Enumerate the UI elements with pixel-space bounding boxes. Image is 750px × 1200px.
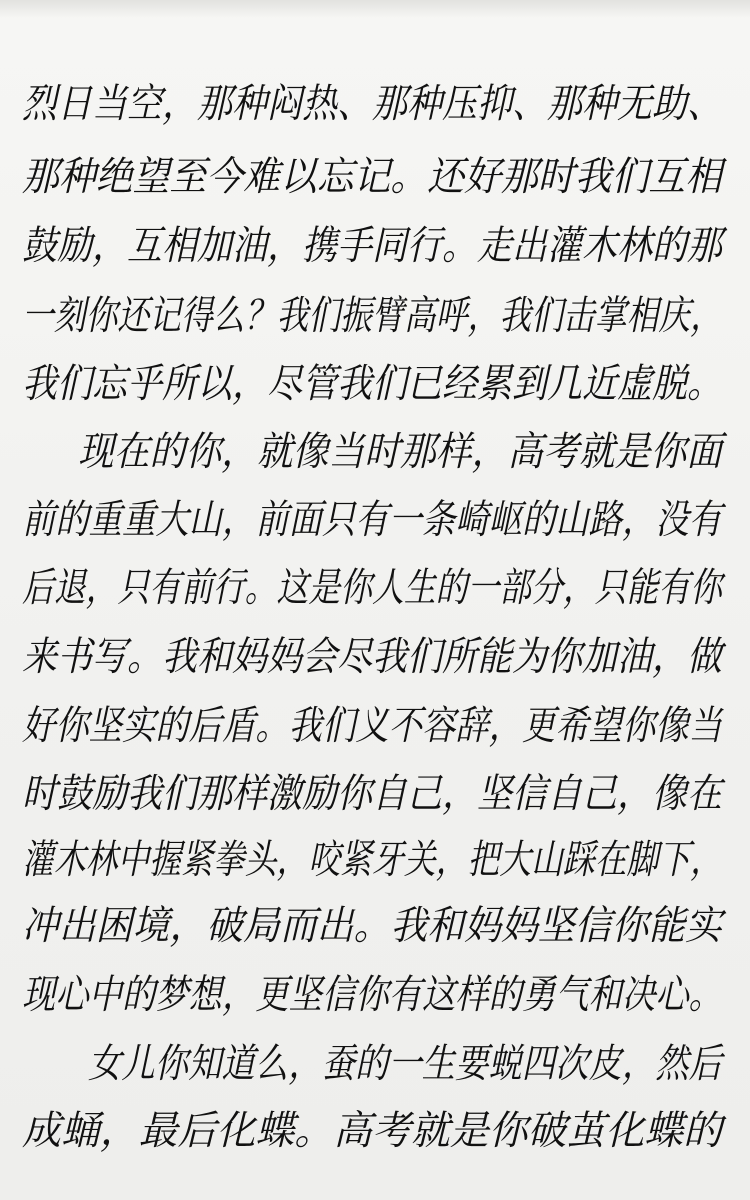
letter-line: 成蛹，最后化蝶。高考就是你破茧化蝶的 [22,1108,722,1154]
letter-line: 鼓励，互相加油，携手同行。走出灌木林的那 [22,223,722,269]
letter-line: 现在的你，就像当时那样，高考就是你面 [78,429,722,475]
letter-line: 我们忘乎所以，尽管我们已经累到几近虚脱。 [22,361,722,407]
letter-line: 女儿你知道么，蚕的一生要蜕四次皮，然后 [88,1041,722,1087]
letter-line: 那种绝望至今难以忘记。还好那时我们互相 [22,154,722,200]
letter-line: 灌木林中握紧拳头，咬紧牙关，把大山踩在脚下， [22,837,722,883]
letter-line: 后退，只有前行。这是你人生的一部分，只能有你 [22,565,722,611]
letter-line: 时鼓励我们那样激励你自己，坚信自己，像在 [22,771,722,817]
letter-line: 前的重重大山，前面只有一条崎岖的山路，没有 [22,497,722,543]
letter-line: 好你坚实的后盾。我们义不容辞，更希望你像当 [22,703,722,749]
letter-line: 来书写。我和妈妈会尽我们所能为你加油，做 [22,634,722,680]
letter-line: 现心中的梦想，更坚信你有这样的勇气和决心。 [22,972,722,1018]
letter-line: 一刻你还记得么？我们振臂高呼，我们击掌相庆， [22,293,722,339]
letter-line: 冲出困境，破局而出。我和妈妈坚信你能实 [22,903,722,949]
paper-top-edge [0,0,750,18]
letter-line: 烈日当空，那种闷热、那种压抑、那种无助、 [22,81,722,127]
